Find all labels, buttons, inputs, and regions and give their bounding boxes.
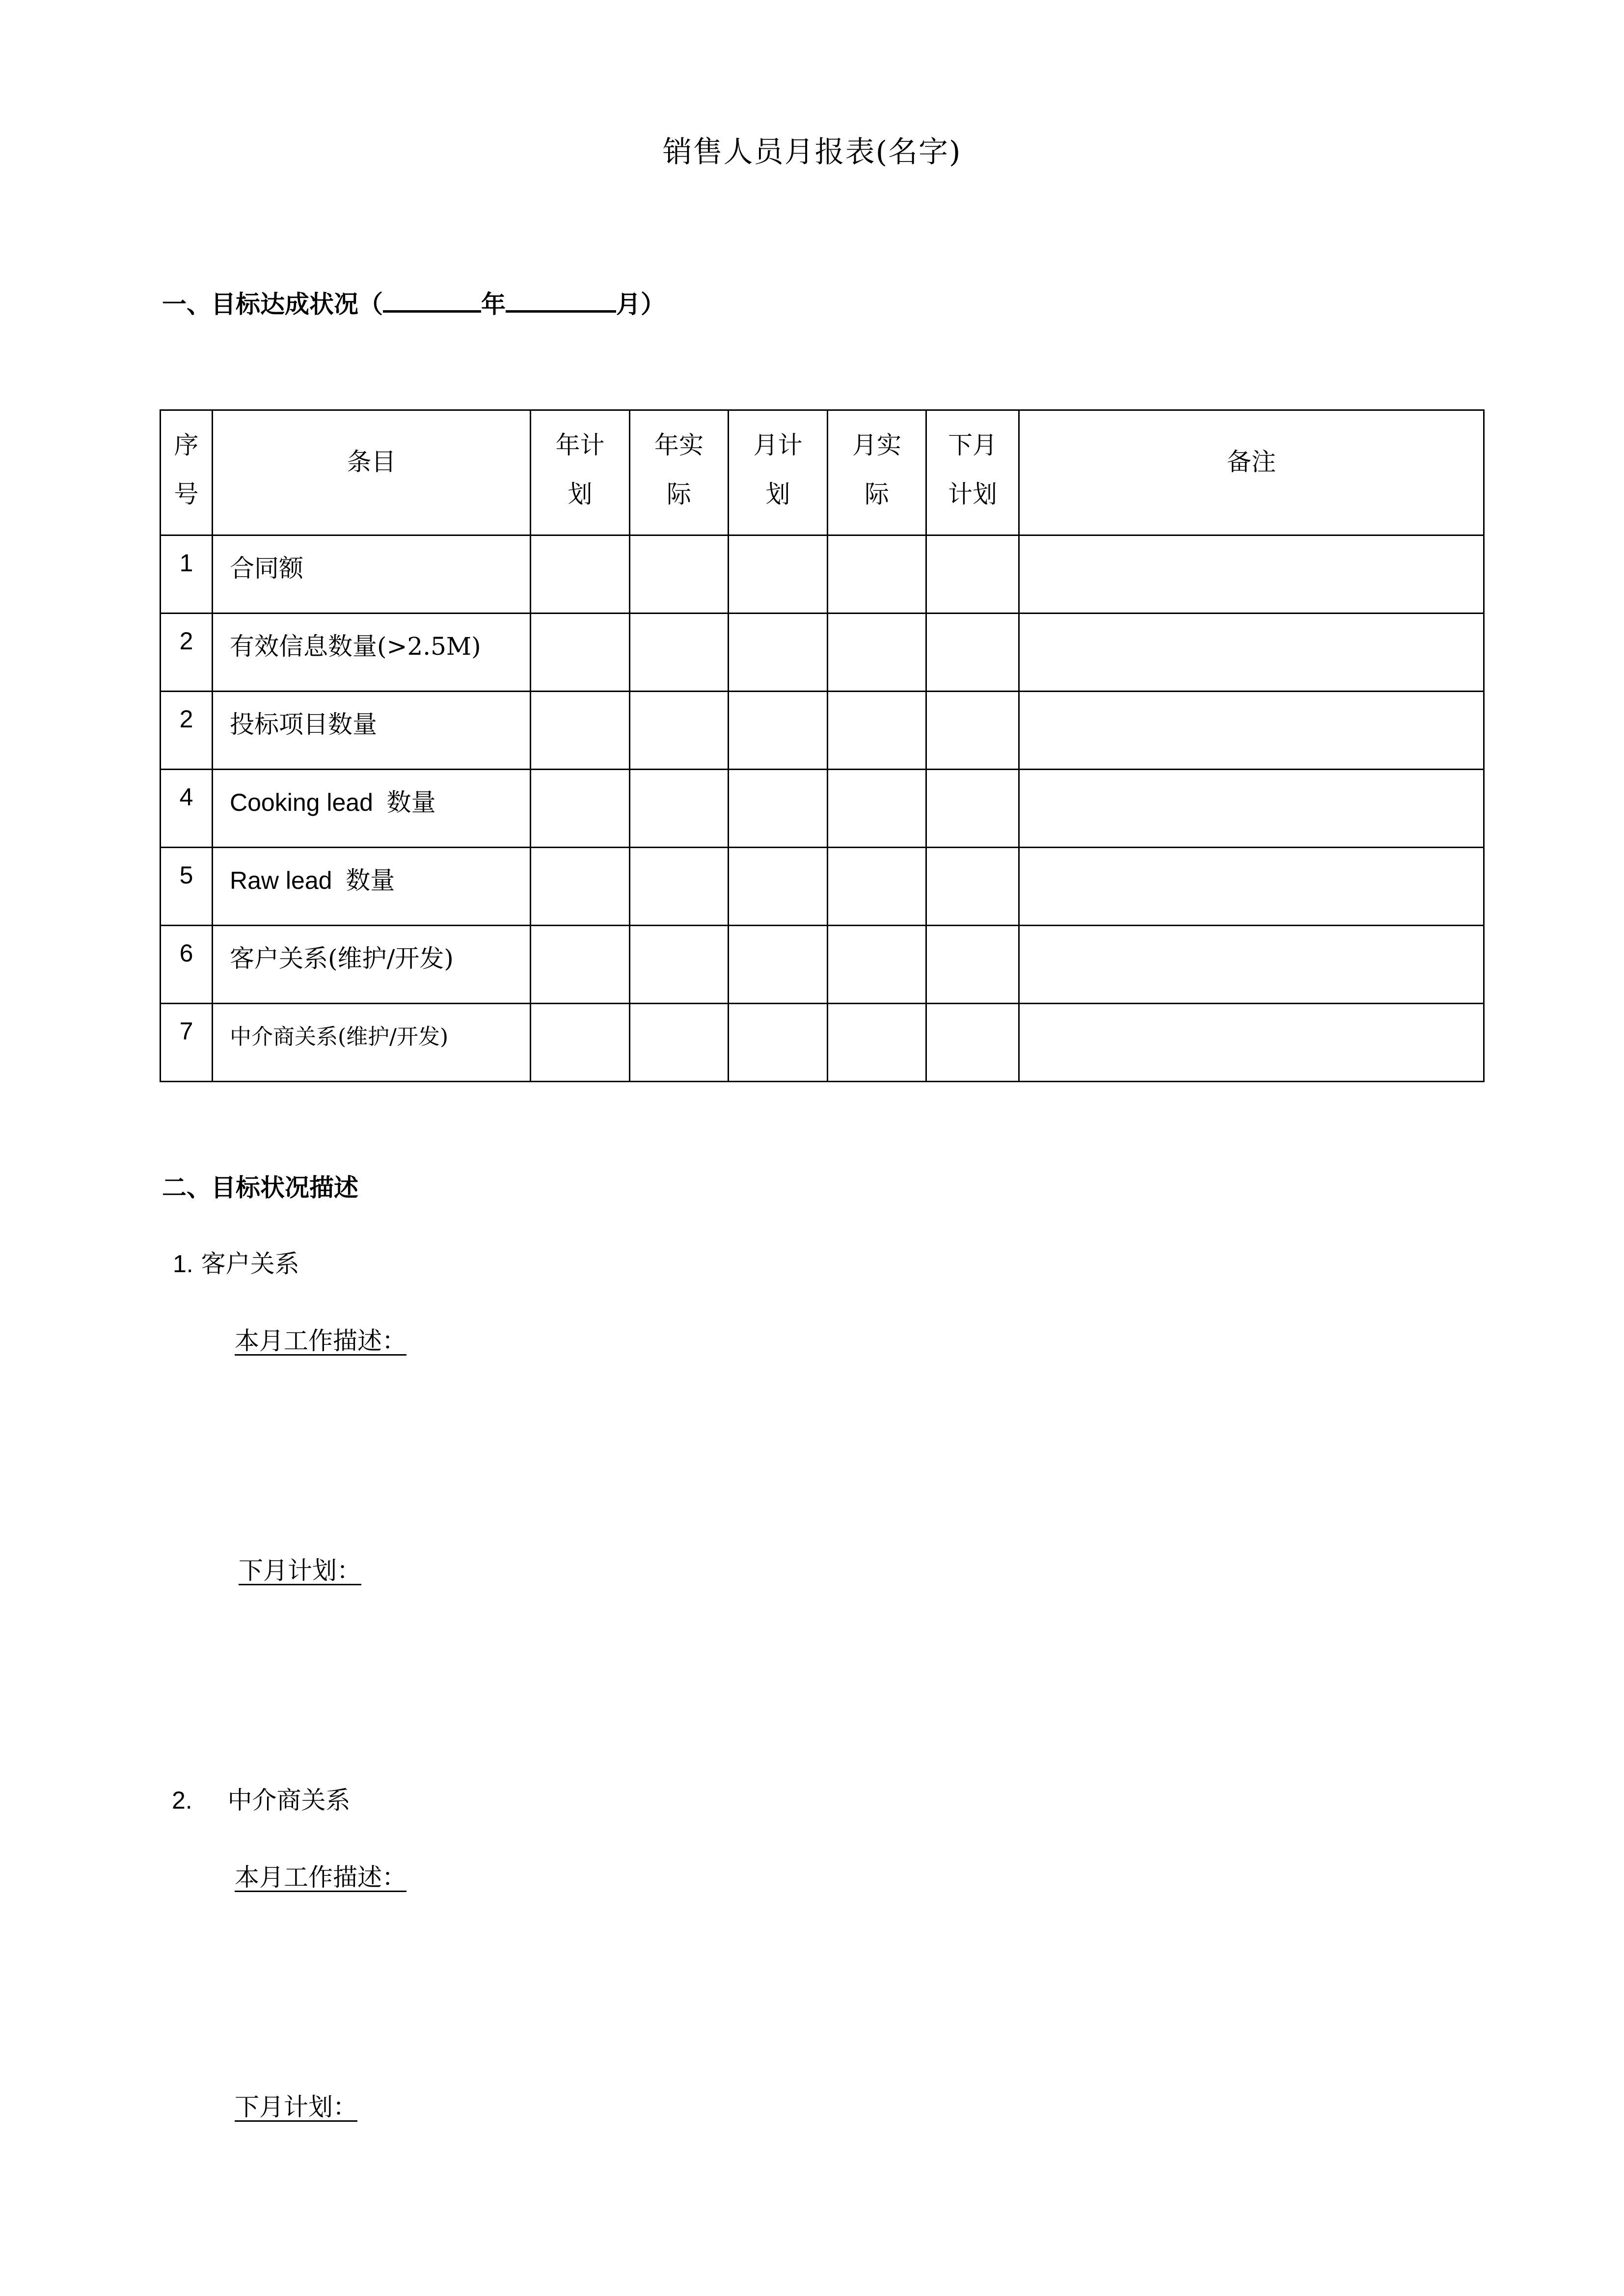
next-month-plan-cell[interactable] xyxy=(926,692,1019,770)
remark-cell[interactable] xyxy=(1019,1004,1484,1082)
month-plan-cell[interactable] xyxy=(729,614,828,692)
table-row xyxy=(161,1004,1484,1082)
row-seq: 5 xyxy=(161,848,213,926)
item2-title: 中介商关系 xyxy=(227,1786,351,1815)
row-item: Raw lead 数量 xyxy=(213,848,531,926)
remark-cell[interactable] xyxy=(1019,770,1484,848)
month-label: 月） xyxy=(616,290,665,319)
row-seq: 7 xyxy=(161,1004,213,1082)
item1-heading xyxy=(173,1244,299,1280)
year-actual-cell[interactable] xyxy=(630,848,729,926)
month-actual-cell[interactable] xyxy=(828,770,926,848)
item2-desc-label: 本月工作描述： xyxy=(235,1863,406,1892)
year-actual-cell[interactable] xyxy=(630,1004,729,1082)
month-actual-cell[interactable] xyxy=(828,535,926,614)
item2-heading xyxy=(172,1781,351,1816)
table-header-row xyxy=(161,410,1484,535)
month-plan-cell[interactable] xyxy=(729,692,828,770)
header-seq: 序 号 xyxy=(161,410,213,535)
table-row xyxy=(161,535,1484,614)
month-actual-cell[interactable] xyxy=(828,848,926,926)
item1-number: 1. xyxy=(173,1250,193,1278)
table-row xyxy=(161,692,1484,770)
row-item: 有效信息数量(>2.5M) xyxy=(213,614,531,692)
row-item: 中介商关系(维护/开发) xyxy=(213,1004,531,1082)
remark-cell[interactable] xyxy=(1019,692,1484,770)
year-actual-cell[interactable] xyxy=(630,614,729,692)
section1-prefix: 一、目标达成状况（ xyxy=(162,290,383,319)
month-plan-cell[interactable] xyxy=(729,535,828,614)
month-plan-cell[interactable] xyxy=(729,1004,828,1082)
next-month-plan-cell[interactable] xyxy=(926,770,1019,848)
item2-number: 2. xyxy=(172,1787,192,1814)
month-actual-cell[interactable] xyxy=(828,692,926,770)
remark-cell[interactable] xyxy=(1019,614,1484,692)
section2-heading: 二、目标状况描述 xyxy=(162,1174,358,1202)
month-plan-cell[interactable] xyxy=(729,770,828,848)
next-month-plan-cell[interactable] xyxy=(926,848,1019,926)
year-blank[interactable] xyxy=(383,289,481,313)
item1-desc-label: 本月工作描述： xyxy=(235,1327,406,1355)
table-row xyxy=(161,614,1484,692)
year-plan-cell[interactable] xyxy=(531,535,630,614)
row-item: 合同额 xyxy=(213,535,531,614)
year-plan-cell[interactable] xyxy=(531,848,630,926)
next-month-plan-cell[interactable] xyxy=(926,926,1019,1004)
year-actual-cell[interactable] xyxy=(630,926,729,1004)
row-seq: 2 xyxy=(161,692,213,770)
page-title: 销售人员月报表(名字) xyxy=(662,135,962,169)
table-row xyxy=(161,770,1484,848)
year-plan-cell[interactable] xyxy=(531,692,630,770)
table-row xyxy=(161,848,1484,926)
row-item: Cooking lead 数量 xyxy=(213,770,531,848)
item1-plan-label: 下月计划： xyxy=(239,1556,361,1585)
header-month-plan: 月计 划 xyxy=(729,410,828,535)
next-month-plan-cell[interactable] xyxy=(926,535,1019,614)
year-actual-cell[interactable] xyxy=(630,692,729,770)
year-actual-cell[interactable] xyxy=(630,535,729,614)
next-month-plan-cell[interactable] xyxy=(926,1004,1019,1082)
month-plan-cell[interactable] xyxy=(729,926,828,1004)
next-month-plan-cell[interactable] xyxy=(926,614,1019,692)
year-label: 年 xyxy=(481,290,506,319)
table-row xyxy=(161,926,1484,1004)
year-plan-cell[interactable] xyxy=(531,770,630,848)
remark-cell[interactable] xyxy=(1019,926,1484,1004)
row-seq: 1 xyxy=(161,535,213,614)
remark-cell[interactable] xyxy=(1019,848,1484,926)
row-item: 投标项目数量 xyxy=(213,692,531,770)
target-table xyxy=(160,409,1485,1082)
header-year-actual: 年实 际 xyxy=(630,410,729,535)
header-year-plan: 年计 划 xyxy=(531,410,630,535)
header-item: 条目 xyxy=(213,410,531,535)
month-actual-cell[interactable] xyxy=(828,926,926,1004)
header-next-month-plan: 下月 计划 xyxy=(926,410,1019,535)
row-seq: 2 xyxy=(161,614,213,692)
row-seq: 6 xyxy=(161,926,213,1004)
item1-title: 客户关系 xyxy=(201,1250,299,1278)
year-actual-cell[interactable] xyxy=(630,770,729,848)
remark-cell[interactable] xyxy=(1019,535,1484,614)
month-actual-cell[interactable] xyxy=(828,1004,926,1082)
header-month-actual: 月实 际 xyxy=(828,410,926,535)
item2-plan-label: 下月计划： xyxy=(235,2093,357,2121)
year-plan-cell[interactable] xyxy=(531,1004,630,1082)
row-item: 客户关系(维护/开发) xyxy=(213,926,531,1004)
header-remark: 备注 xyxy=(1019,410,1484,535)
row-seq: 4 xyxy=(161,770,213,848)
year-plan-cell[interactable] xyxy=(531,926,630,1004)
month-actual-cell[interactable] xyxy=(828,614,926,692)
year-plan-cell[interactable] xyxy=(531,614,630,692)
month-blank[interactable] xyxy=(506,289,616,313)
section1-heading xyxy=(162,285,665,320)
month-plan-cell[interactable] xyxy=(729,848,828,926)
